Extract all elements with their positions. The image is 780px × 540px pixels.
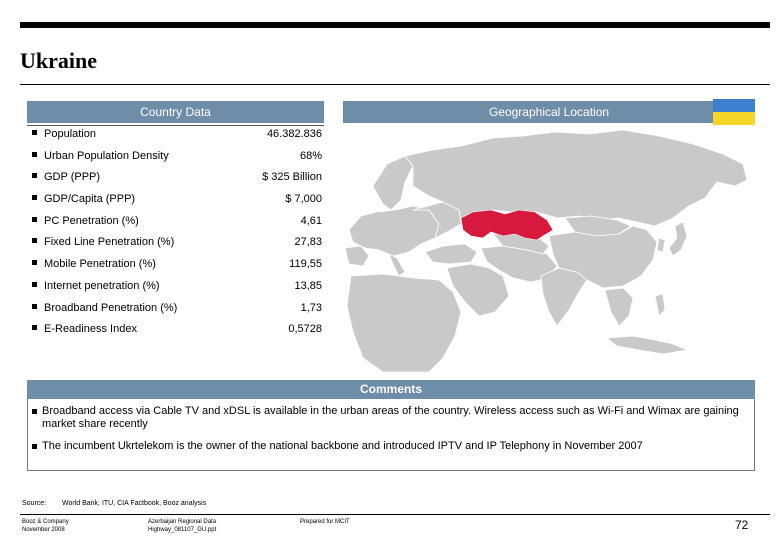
source-text: World Bank, ITU, CIA Factbook, Booz analysis [62,500,207,507]
data-value: 46.382.836 [266,128,322,140]
country-data-list [30,124,324,341]
country-data-header: Country Data [27,101,324,123]
data-value: 119,55 [289,258,322,271]
data-label: Broadband Penetration (%) [44,301,178,314]
eurasia-map [343,126,755,372]
bullet-icon [32,260,37,265]
list-item [30,254,324,276]
korea-region [657,238,665,252]
comments-header: Comments [27,380,755,399]
data-label: Mobile Penetration (%) [44,258,156,271]
data-value: $ 325 Billion [262,171,322,184]
data-label: GDP/Capita (PPP) [44,193,136,206]
ukraine-flag-icon [713,99,755,125]
bullet-icon [32,130,37,135]
list-item [30,298,324,320]
geographical-location-header: Geographical Location [343,101,755,123]
list-item [30,124,324,146]
top-rule [20,22,770,28]
japan-region [669,222,687,256]
philippines-region [655,294,665,316]
data-value: 1,73 [300,301,322,314]
footer-document [148,518,216,534]
list-item [30,211,324,233]
bullet-icon [32,152,37,157]
list-item [30,189,324,211]
data-value: $ 7,000 [285,193,322,206]
footer-prepared-for: Prepared for MCIT [300,519,350,525]
flag-yellow-stripe [713,112,755,125]
data-label: GDP (PPP) [44,171,101,184]
list-item [30,276,324,298]
data-label: PC Penetration (%) [44,214,139,227]
comment-item [42,405,742,431]
bullet-icon [32,409,37,414]
source-label: Source: [22,500,47,507]
bullet-icon [32,195,37,200]
footer-company-name: Booz & Company [22,519,69,525]
title-rule [20,84,770,85]
data-value: 13,85 [294,279,322,292]
highlighted-country-shape [461,210,553,240]
data-label: Internet penetration (%) [44,279,160,292]
comment-text: The incumbent Ukrtelekom is the owner of the national backbone and introduced IPTV and IP Telephony in November 2007 [42,440,643,452]
data-label: Fixed Line Penetration (%) [44,236,175,249]
india-region [541,268,587,326]
scandinavia-region [373,156,413,210]
africa-region [347,274,461,372]
bullet-icon [32,304,37,309]
indonesia-region [607,336,687,354]
data-value: 68% [299,149,322,162]
flag-blue-stripe [713,99,755,112]
bullet-icon [32,282,37,287]
italy-region [389,254,405,276]
data-value: 4,61 [300,214,322,227]
comment-item [42,440,742,453]
list-item [30,146,324,168]
data-label: Population [44,128,96,140]
page-title: Ukraine [20,48,97,73]
turkey-region [425,244,477,264]
data-value: 27,83 [294,236,322,249]
list-item [30,319,324,341]
footer-rule [20,514,770,515]
footer-company [22,518,69,534]
bullet-icon [32,217,37,222]
comment-text: Broadband access via Cable TV and xDSL is available in the urban areas of the country. Wireless access such as Wi-Fi and Wimax are gaining market share recently [42,405,739,430]
comments-box [27,399,755,471]
bullet-icon [32,173,37,178]
southeast-asia-region [605,288,633,326]
bullet-icon [32,238,37,243]
list-item [30,232,324,254]
data-label: E-Readiness Index [44,323,137,336]
bullet-icon [32,444,37,449]
footer-doc-file: Highway_081107_GU.ppt [148,527,217,533]
data-label: Urban Population Density [44,149,169,162]
data-value: 0,5728 [288,323,322,336]
footer-date: November 2008 [22,527,65,533]
footer-doc-title: Azerbaijan Regional Data [148,519,217,525]
page-number: 72 [735,518,749,532]
iberia-region [345,246,369,266]
bullet-icon [32,325,37,330]
list-item [30,167,324,189]
